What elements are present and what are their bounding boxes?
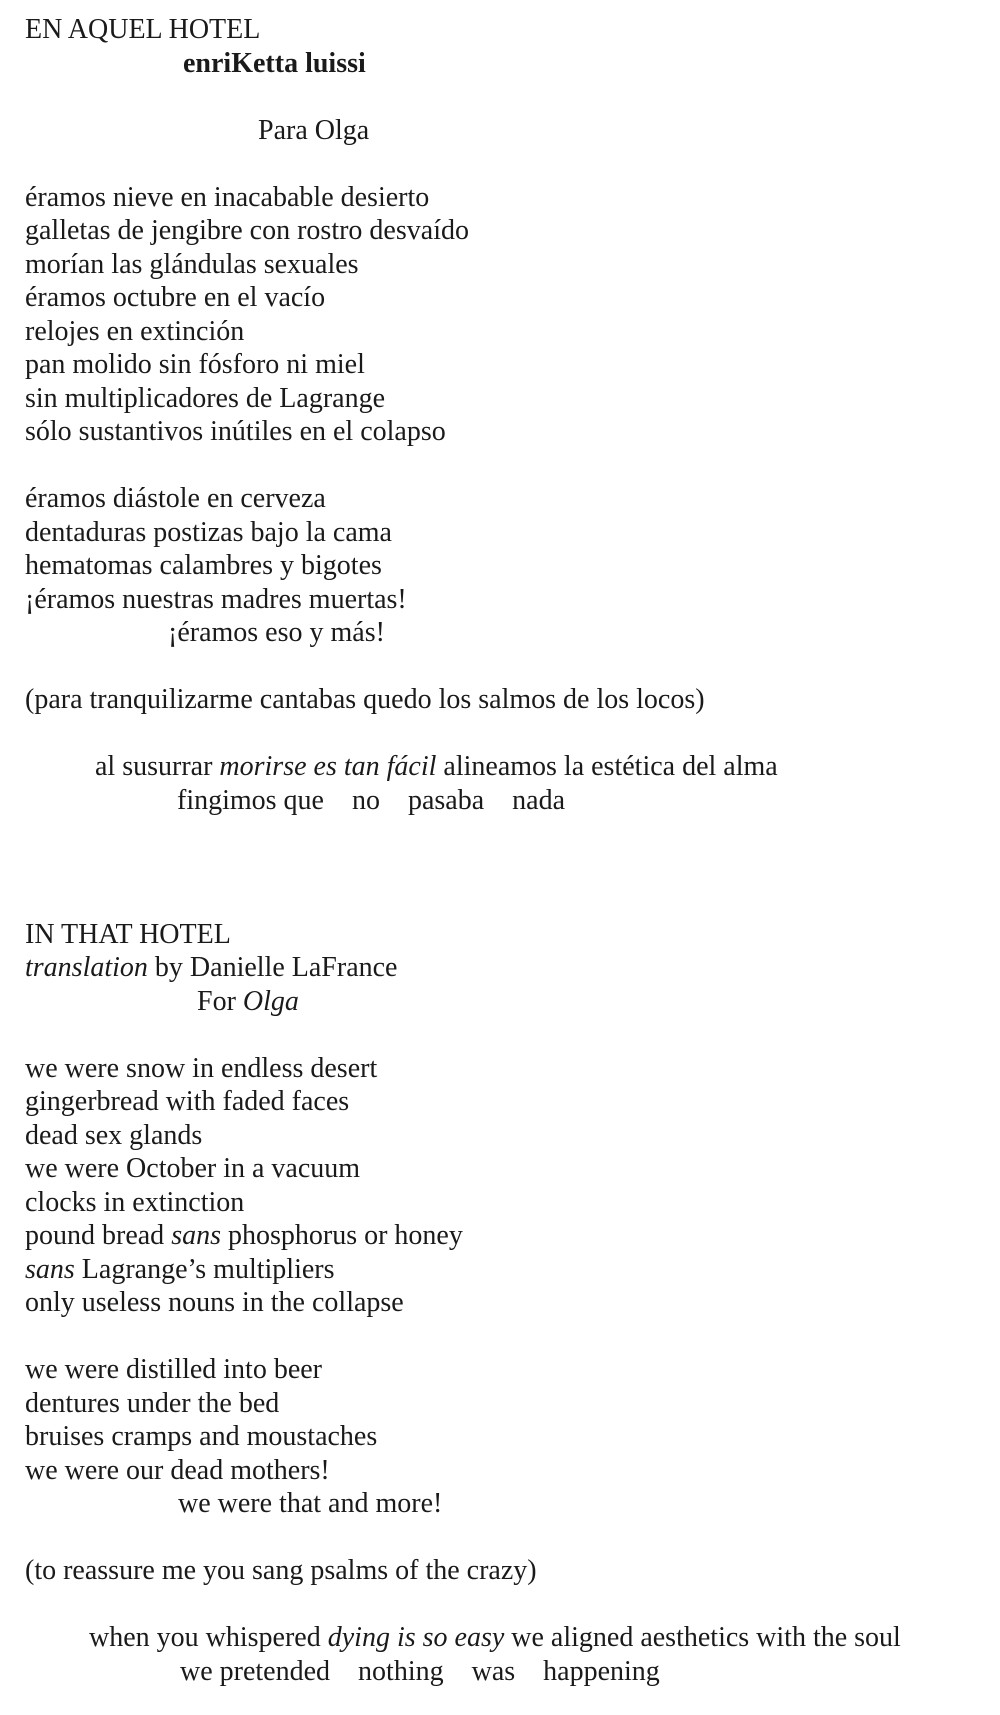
text-segment: sans [25,1253,75,1285]
en-title-block [25,918,990,1019]
poem-line [25,1219,990,1253]
poem-line [25,281,990,315]
text-segment: we were distilled into beer [25,1354,323,1385]
poem-line [25,750,990,784]
poem-line [25,784,990,818]
poem-line [25,114,990,148]
poem-line [25,1487,990,1521]
text-segment: dentures under the bed [25,1387,280,1419]
text-segment: dying is so easy [327,1622,505,1653]
poem-line [25,1085,990,1119]
text-segment: Lagrange’s multipliers [74,1253,335,1285]
text-segment: alineamos la estética del alma [436,751,778,782]
es-coda [25,750,990,817]
text-segment: morían las glándulas sexuales [25,248,359,280]
text-segment: when you whispered [89,1622,328,1653]
en-stanza-1 [25,1052,990,1320]
text-segment: translation [25,952,148,983]
text-segment: galletas de jengibre con rostro desvaído [25,215,469,246]
poem-line [25,1353,990,1387]
text-segment: (para tranquilizarme cantabas quedo los salmos de los locos) [25,684,705,715]
es-title-block [25,13,990,80]
poem-line [25,248,990,282]
poem-line [25,1253,990,1287]
poem-line [25,47,990,81]
text-segment: gingerbread with faded faces [25,1086,350,1117]
text-segment: éramos diástole en cerveza [25,483,326,514]
text-segment: ¡éramos nuestras madres muertas! [25,583,407,615]
poem-line [25,516,990,550]
poem-line [25,1052,990,1086]
poem-line [25,482,990,516]
poem-line [25,1387,990,1421]
text-segment: (to reassure me you sang psalms of the crazy) [25,1555,537,1586]
poem-line [25,1554,990,1588]
poem-line [25,214,990,248]
text-segment: we were snow in endless desert [25,1052,378,1084]
text-segment: al susurrar [95,751,220,782]
text-segment: pan molido sin fósforo ni miel [25,349,365,380]
en-aside [25,1554,990,1588]
text-segment: éramos octubre en el vacío [25,282,326,313]
text-segment: we were October in a vacuum [25,1153,361,1184]
poem-line [25,985,990,1019]
es-stanza-2 [25,482,990,650]
text-segment: bruises cramps and moustaches [25,1421,378,1452]
text-segment: IN THAT HOTEL [25,918,231,950]
text-segment: Olga [242,985,299,1017]
text-segment: hematomas calambres y bigotes [25,550,382,581]
en-stanza-2 [25,1353,990,1521]
text-segment: pound bread [25,1220,172,1251]
text-segment: phosphorus or honey [220,1220,463,1251]
poem-line [25,415,990,449]
text-segment: we were that and more! [178,1488,443,1519]
text-segment: ¡éramos eso y más! [168,617,385,648]
poem-line [25,1152,990,1186]
text-segment: sólo sustantivos inútiles en el colapso [25,416,446,447]
text-segment: by Danielle LaFrance [147,952,398,983]
text-segment: clocks in extinction [25,1186,245,1218]
text-segment: sans [171,1220,221,1251]
poem-line [25,382,990,416]
poem-line [25,348,990,382]
text-segment: dentaduras postizas bajo la cama [25,516,392,548]
text-segment: only useless nouns in the collapse [25,1287,404,1318]
poem-line [25,549,990,583]
text-segment: we were our dead mothers! [25,1454,330,1486]
text-segment: dead sex glands [25,1119,203,1151]
es-dedication [25,114,990,148]
text-segment: éramos nieve en inacabable desierto [25,181,430,213]
text-segment: For [197,985,243,1017]
poem-line [25,918,990,952]
en-coda [25,1621,990,1688]
text-segment: enriKetta luissi [183,47,366,79]
text-segment: EN AQUEL HOTEL [25,14,261,45]
poem-line [25,1655,990,1689]
poem-line [25,1186,990,1220]
text-segment: fingimos que no pasaba nada [177,784,566,816]
es-stanza-1 [25,181,990,449]
text-segment: we pretended nothing was happening [180,1655,660,1687]
text-segment: relojes en extinción [25,315,245,347]
es-aside [25,683,990,717]
poem-line [25,1119,990,1153]
poem-line [25,951,990,985]
text-segment: sin multiplicadores de Lagrange [25,382,385,414]
poem-line [25,1420,990,1454]
poem-line [25,1621,990,1655]
poem-line [25,181,990,215]
text-segment: Para Olga [258,114,370,146]
poem-line [25,315,990,349]
poem-line [25,583,990,617]
poem-line [25,1286,990,1320]
poem-line [25,13,990,47]
poem-line [25,1454,990,1488]
text-segment: morirse es tan fácil [219,751,437,782]
poem-line [25,616,990,650]
text-segment: we aligned aesthetics with the soul [504,1622,901,1653]
poem-line [25,683,990,717]
